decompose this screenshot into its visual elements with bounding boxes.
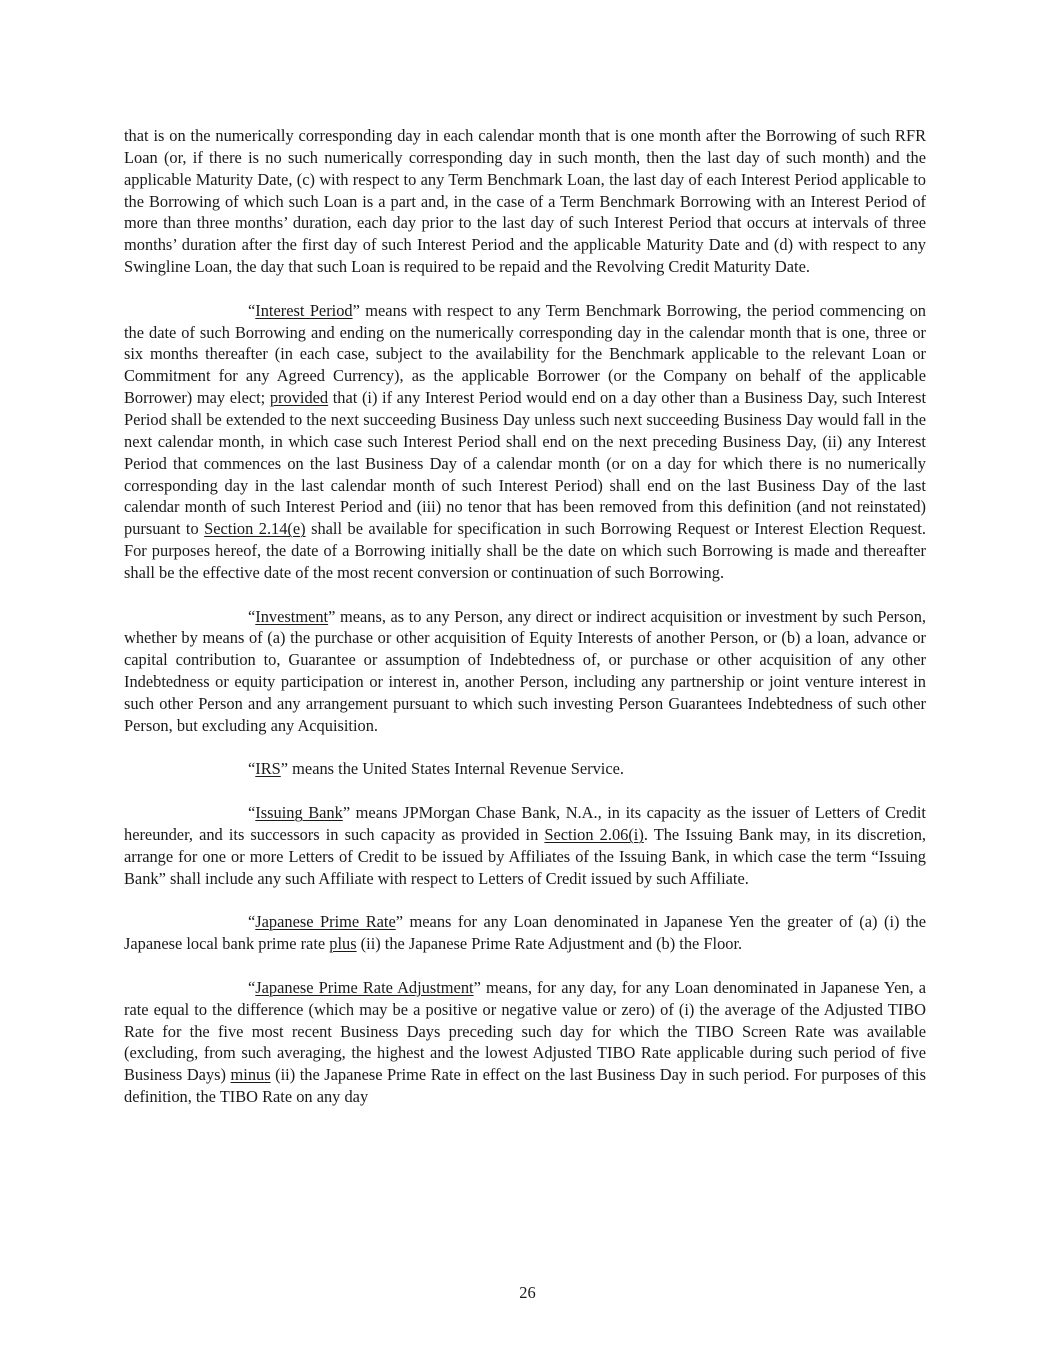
open-quote: “ [248,803,256,823]
document-page [124,125,926,1130]
definition-text: ” means, for any day, for any Loan denominated in Japanese Yen, a rate equal to the difference (which may be a positive or negative value or zero) of (i) the average of the Adjusted TIBO Rate for the five most recent Business Days preceding such day for which the TIBO Screen Rate was available (excluding, from such averaging, the highest and the lowest Adjusted TIBO Rate applicable during such period of five Business Days) [124,977,927,1085]
continuation-paragraph [124,125,926,278]
provided-keyword: provided [269,388,329,408]
defined-term: Investment [255,606,329,626]
defined-term: Japanese Prime Rate Adjustment [255,977,474,997]
defined-term: Issuing Bank [255,803,343,823]
defined-term: Japanese Prime Rate [255,912,396,932]
defined-term: Interest Period [255,300,353,320]
minus-keyword: minus [230,1065,271,1085]
open-quote: “ [248,759,256,779]
plus-keyword: plus [329,934,357,954]
open-quote: “ [248,300,256,320]
definition-text: shall be available for specification in such Borrowing Request or Interest Election Request. For purposes hereof, the date of a Borrowing initially shall be the date on which such Borrowing is made and thereafter shall be the effective date of the most recent conversion or continuation of such Borrowing. [124,519,926,582]
definition-issuing-bank [124,802,926,889]
defined-term: IRS [255,759,281,779]
section-reference: Section 2.14(e) [204,519,306,539]
definition-text: that (i) if any Interest Period would end on a day other than a Business Day, such Interest Period shall be extended to the next succeeding Business Day unless such next succeeding Business Day would fall in the next calendar month, in which case such Interest Period shall end on the next preceding Business Day, (ii) any Interest Period that commences on the last Business Day of a calendar month (or on a day for which there is no numerically corresponding day in the last calendar month of such Interest Period) shall end on the last Business Day of the last calendar month of such Interest Period and (iii) no tenor that has been removed from this definition (and not reinstated) pursuant to [124,388,926,539]
section-reference: Section 2.06(i) [544,825,644,844]
definition-text: (ii) the Japanese Prime Rate in effect on the last Business Day in such period. For purposes of this definition, the TIBO Rate on any day [124,1065,926,1107]
page-number: 26 [519,1283,536,1302]
open-quote: “ [248,977,256,997]
definition-text: ” means the United States Internal Revenue Service. [280,759,624,779]
definition-investment [124,606,926,737]
definition-text: (ii) the Japanese Prime Rate Adjustment and (b) the Floor. [356,934,743,954]
definition-japanese-prime-rate [124,911,926,955]
definition-japanese-prime-rate-adjustment [124,977,926,1108]
definition-text: ” means with respect to any Term Benchmark Borrowing, the period commencing on the date of such Borrowing and ending on the numerically corresponding day in the calendar month that is one, three or six months thereafter (in each case, subject to the availability for the Benchmark applicable to the relevant Loan or Commitment for any Agreed Currency), as the applicable Borrower (or the Company on behalf of the applicable Borrower) may elect; [124,300,926,408]
definition-irs [124,758,926,780]
definition-text: . The Issuing Bank may, in its discretion, arrange for one or more Letters of Credit to be issued by Affiliates of the Issuing Bank, in which case the term “Issuing Bank” shall include any such Affiliate with respect to Letters of Credit issued by such Affiliate. [124,825,926,888]
continuation-text: that is on the numerically corresponding day in each calendar month that is one month after the Borrowing of such RFR Loan (or, if there is no such numerically corresponding day in such month, then the last day of such month) and the applicable Maturity Date, (c) with respect to any Term Benchmark Loan, the last day of each Interest Period applicable to the Borrowing of which such Loan is a part and, in the case of a Term Benchmark Borrowing with an Interest Period of more than three months’ duration, each day prior to the last day of such Interest Period that occurs at intervals of three months’ duration after the first day of such Interest Period and the applicable Maturity Date and (d) with respect to any Swingline Loan, the day that such Loan is required to be repaid and the Revolving Credit Maturity Date. [124,126,926,277]
definition-interest-period [124,300,926,584]
definition-text: ” means, as to any Person, any direct or indirect acquisition or investment by such Person, whether by means of (a) the purchase or other acquisition of Equity Interests of another Person, or (b) a loan, advance or capital contribution to, Guarantee or assumption of Indebtedness of, or purchase or other acquisition of any other Indebtedness or equity participation or interest in, another Person, including any partnership or joint venture interest in such other Person and any arrangement pursuant to which such investing Person Guarantees Indebtedness of such other Person, but excluding any Acquisition. [124,606,926,735]
open-quote: “ [248,606,256,626]
definition-text: ” means for any Loan denominated in Japanese Yen the greater of (a) (i) the Japanese local bank prime rate [124,912,926,954]
open-quote: “ [248,912,256,932]
definition-text: ” means JPMorgan Chase Bank, N.A., in its capacity as the issuer of Letters of Credit hereunder, and its successors in such capacity as provided in [124,803,926,844]
